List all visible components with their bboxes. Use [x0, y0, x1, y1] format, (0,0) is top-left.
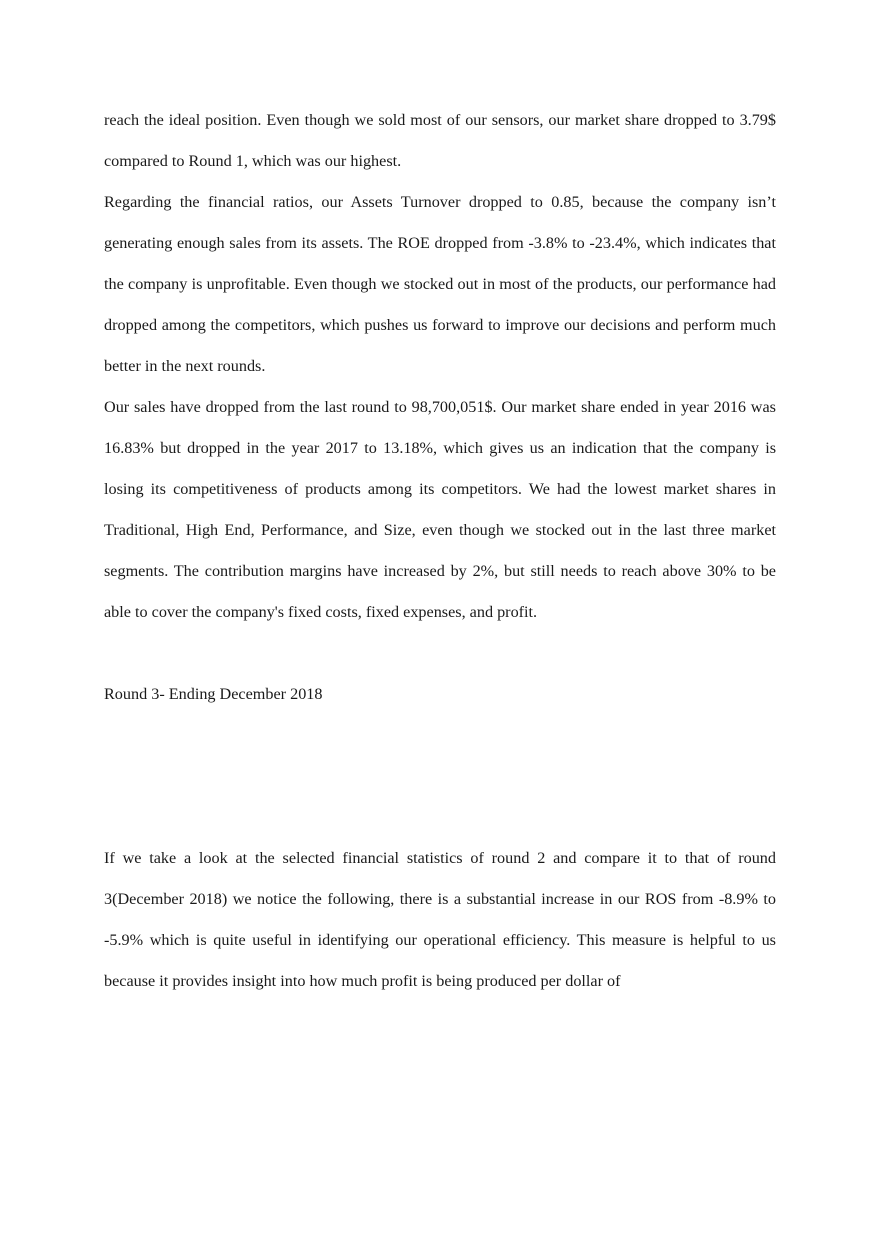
section-heading-round-3: Round 3- Ending December 2018 — [104, 685, 323, 703]
paragraph-round-3-analysis: If we take a look at the selected financial statistics of round 2 and compare it to that of round 3(December 2018) we notice the following, there is a substantial increase in our ROS from -8.9% to -5.9% which is quite useful in identifying our operational efficiency. This measure is helpful to us because it provides insight into how much profit is being produced per dollar of — [104, 849, 776, 990]
document-body — [104, 100, 776, 1002]
spacer — [104, 715, 776, 838]
paragraph-financial-ratios: Regarding the financial ratios, our Assets Turnover dropped to 0.85, because the company isn’t generating enough sales from its assets. The ROE dropped from -3.8% to -23.4%, which indicates that the company is unprofitable. Even though we stocked out in most of the products, our performance had dropped among the competitors, which pushes us forward to improve our decisions and perform much better in the next rounds. — [104, 193, 776, 375]
spacer — [104, 633, 776, 674]
paragraph-market-share: reach the ideal position. Even though we sold most of our sensors, our market share dropped to 3.79$ compared to Round 1, which was our highest. — [104, 111, 776, 170]
paragraph-sales: Our sales have dropped from the last round to 98,700,051$. Our market share ended in year 2016 was 16.83% but dropped in the year 2017 to 13.18%, which gives us an indication that the company is losing its competitiveness of products among its competitors. We had the lowest market shares in Traditional, High End, Performance, and Size, even though we stocked out in the last three market segments. The contribution margins have increased by 2%, but still needs to reach above 30% to be able to cover the company's fixed costs, fixed expenses, and profit. — [104, 398, 776, 621]
